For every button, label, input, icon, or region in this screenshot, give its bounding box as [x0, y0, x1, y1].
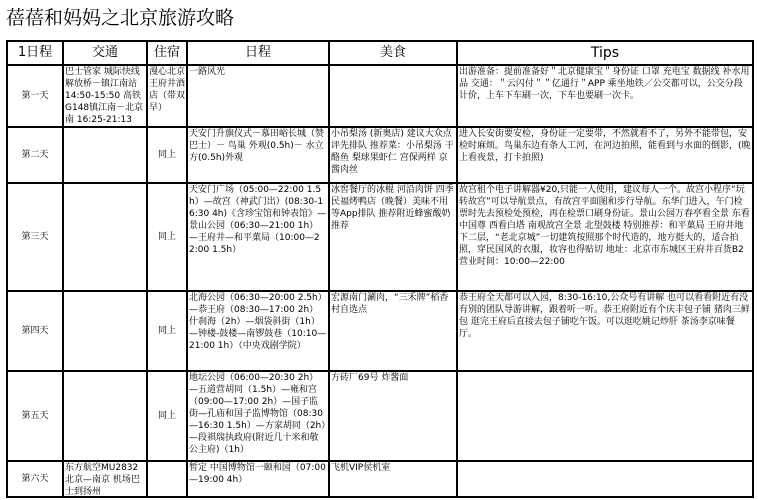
day-label: 第三天 [7, 183, 63, 291]
food-cell: 飞机VIP侯机室 [331, 463, 391, 473]
tips-cell: 出游准备：提前准备好＂北京健康宝＂身份证 口罩 充电宝 数据线 补水用品 交通：＂云闪付＂＂亿通行＂APP 乘坐地铁／公交都可以，公交分段计价，上车下车刷一次，下车也要刷一次卡。 [459, 67, 750, 101]
table-row [7, 183, 753, 291]
stay-cell: 同上 [147, 127, 187, 183]
transport-cell [65, 128, 145, 182]
schedule-cell: 天安门升旗仪式－慕田峪长城（赞巴士）－ 鸟巢 外观(0.5h)－ 水立方(0.5h)外观 [189, 129, 325, 163]
day-label: 第六天 [7, 461, 63, 497]
tips-cell [459, 372, 751, 460]
transport-cell [65, 292, 145, 370]
tips-cell [459, 462, 751, 496]
transport-cell [65, 372, 145, 460]
stay-cell [147, 461, 187, 497]
page-title: 蓓蓓和妈妈之北京旅游攻略 [6, 7, 235, 29]
transport-cell: 巴士管家 城际快线 解放桥－镇江南站 14:50-15:50 高铁G148镇江南－北京南 16:25-21:13 [65, 67, 144, 125]
header-schedule: 日程 [187, 41, 329, 65]
day-label: 第四天 [7, 291, 63, 371]
food-cell [331, 66, 455, 126]
schedule-cell: 一路风光 [189, 67, 226, 77]
stay-cell: 漫心北京王府井酒店（带双早） [149, 67, 185, 113]
table-row [7, 291, 753, 371]
table-row [7, 65, 753, 127]
stay-cell: 同上 [147, 183, 187, 291]
tips-cell: 恭王府全天都可以入园，8:30-16:10,公众号有讲解 也可以看看附近有没有别的团队导游讲解，跟着听一听。恭王府附近有个庆丰包子铺 猪肉三鲜包 逛完王府后直接去包子铺吃午饭。可以逛吃姚记炒肝 茶汤李京味餐厅。 [459, 293, 750, 339]
schedule-cell: 北海公园（06:30—20:00 2.5h）—恭王府（08:30—17:00 2h）什刹海（2h）—烟袋斜街（1h）—钟楼-鼓楼—南锣鼓巷（10:10—21:00 1h）（中央戏剧学院） [189, 293, 327, 351]
food-cell: 小吊梨汤 (新奥店) 建议大众点评先排队 推荐菜：小吊梨汤 干酪鱼 梨球果虾仁 宫保两样 京酱肉丝 [331, 129, 454, 175]
table-row [7, 371, 753, 461]
header-food: 美食 [329, 41, 457, 65]
schedule-cell: 地坛公园（06:00—20:30 2h）—五道营胡同（1.5h）—雍和宫（09:00—17:00 2h）—国子监街—孔庙和国子监博物馆（08:30—16:30 1.5h）—方家胡同（2h）—段祺瑞执政府(附近几十米和敬公主府)（1h） [189, 373, 326, 455]
food-cell: 方砖厂69号 炸酱面 [331, 373, 409, 383]
day-label: 第二天 [7, 127, 63, 183]
stay-cell: 同上 [147, 291, 187, 371]
stay-cell: 同上 [147, 371, 187, 461]
transport-cell: 东方航空MU2832 北京—南京 机场巴士到扬州 [65, 463, 140, 496]
food-cell: 冰窖餐厅的冰棍 河沿肉饼 四季民福烤鸭店（晚餐）美味不用等App排队 推荐附近蜂蜜酸奶推荐 [331, 185, 454, 231]
table-row [7, 461, 753, 497]
header-stay: 住宿 [147, 41, 187, 65]
day-label: 第五天 [7, 371, 63, 461]
tips-cell: 进入长安街要安检，身份证一定要带，不然就看不了，另外不能带包，安检时麻烦。鸟巢东边有条人工河，在河边拍照，能看到与水面的倒影，(晚上看夜景，打卡拍照) [459, 129, 751, 163]
header-tips: Tips [457, 41, 753, 65]
table-row [7, 127, 753, 183]
food-cell: 宏源南门涮肉，“三禾牌”稻香村自选点 [331, 293, 449, 315]
header-day: 1日程 [7, 41, 63, 65]
tips-cell: 故宫租个电子讲解器¥20,只能一人使用，建议每人一个。故宫小程序“玩转故宫”可以导航景点，有故宫平面图和步行导航。东华门进入，午门检票时先去预检处预检，再在检票口刷身份证。景山公园万春亭看全景 东看中国尊 西看白塔 南观故宫全景 北望鼓楼 特别推荐：和平菓局 王府井地下二层，“老北京城”一切建筑按照那个时代造的，地方挺大的，适合拍照，穿民国风的衣服，妆容也得贴切 地址：北京市东城区王府井百货B2 营业时间：10:00—22:00 [459, 185, 750, 267]
header-transport: 交通 [63, 41, 147, 65]
header-row [7, 41, 753, 65]
day-label: 第一天 [7, 65, 63, 127]
transport-cell [65, 184, 145, 290]
schedule-cell: 天安门广场（05:00—22:00 1.5h）—故宫（神武门出）(08:30-16:30 4h)《含珍宝馆和钟表馆》—景山公园（06:30—21:00 1h）—王府井—和平菓局（10:00—22:00 1.5h） [189, 185, 327, 255]
itinerary-table [6, 40, 754, 498]
schedule-cell: 暂定 中国博物馆一颐和园（07:00—19:00 4h） [189, 463, 326, 485]
